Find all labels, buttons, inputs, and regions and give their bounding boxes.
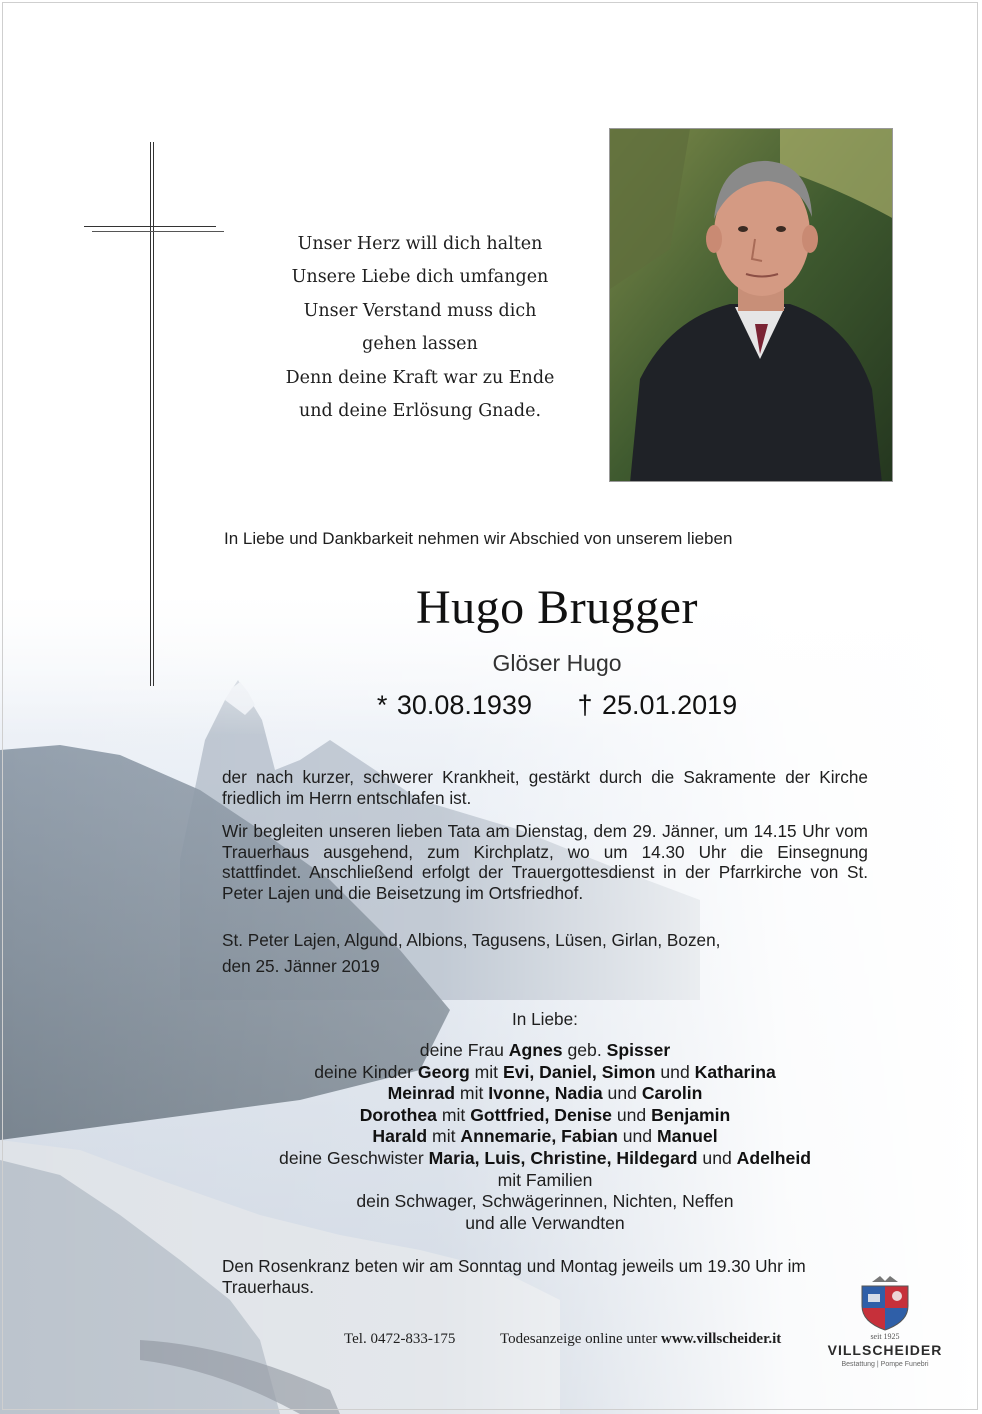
family-line-children	[222, 1062, 868, 1084]
family-text: und	[655, 1061, 695, 1082]
portrait-image	[610, 129, 893, 482]
family-text: und	[602, 1083, 642, 1104]
family-text: und	[617, 1126, 657, 1147]
family-text: deine Frau	[419, 1040, 509, 1060]
cross-horizontal-line	[84, 226, 216, 227]
cross-horizontal-line-2	[92, 231, 224, 232]
death-date: † 25.01.2019	[577, 690, 738, 720]
family-name: Dorothea	[359, 1104, 437, 1125]
rosary-notice: Den Rosenkranz beten wir am Sonntag und Montag jeweils um 19.30 Uhr im Trauerhaus.	[222, 1256, 806, 1297]
family-line-wife	[222, 1040, 868, 1062]
in-liebe-heading: In Liebe:	[512, 1009, 578, 1029]
family-name: Manuel	[656, 1126, 718, 1147]
footer-website-link[interactable]: www.villscheider.it	[660, 1331, 782, 1347]
family-name: Harald	[372, 1126, 428, 1147]
family-name: Gottfried, Denise	[470, 1104, 612, 1125]
funeral-details-paragraph: Wir begleiten unseren lieben Tata am Dienstag, dem 29. Jänner, um 14.15 Uhr vom Trauerhaus ausgehend, zum Kirchplatz, wo um 14.30 Uhr die Einsegnung stattfindet. Anschließend erfolgt der Trauergottesdienst in der Pfarrkirche von St. Peter Lajen und die Beisetzung im Ortsfriedhof.	[222, 821, 868, 903]
family-name: Carolin	[641, 1083, 703, 1104]
family-name: Agnes	[508, 1040, 563, 1060]
family-text: deine Kinder	[314, 1061, 418, 1082]
family-name: Meinrad	[387, 1083, 456, 1104]
deceased-nickname: Glöser Hugo	[492, 650, 622, 676]
family-name: Benjamin	[651, 1104, 731, 1125]
coat-of-arms-icon	[822, 1272, 948, 1332]
date-line: den 25. Jänner 2019	[222, 956, 380, 976]
family-text: mit	[455, 1083, 489, 1104]
family-list	[222, 1040, 868, 1234]
cross-vertical-line-2	[153, 142, 154, 686]
family-text: deine Geschwister	[279, 1147, 429, 1168]
family-name: Annemarie, Fabian	[460, 1126, 618, 1147]
family-name: Adelheid	[736, 1147, 811, 1168]
family-line-dorothea	[222, 1105, 868, 1127]
poem-line: Unser Verstand muss dich	[303, 300, 537, 321]
places-and-date	[222, 927, 868, 979]
poem-line: gehen lassen	[362, 334, 478, 355]
poem-block	[230, 228, 610, 428]
family-line-relatives: und alle Verwandten	[465, 1212, 625, 1233]
places-line: St. Peter Lajen, Algund, Albions, Tagusens, Lüsen, Girlan, Bozen,	[222, 930, 721, 950]
family-name: Spisser	[606, 1040, 671, 1060]
family-name: Ivonne, Nadia	[488, 1083, 603, 1104]
poem-line: Unser Herz will dich halten	[297, 234, 543, 254]
family-name: Katharina	[694, 1061, 776, 1082]
birth-date: * 30.08.1939	[376, 690, 532, 720]
poem-line: Denn deine Kraft war zu Ende	[285, 367, 555, 388]
family-line-meinrad	[222, 1083, 868, 1105]
death-notice-paragraph: der nach kurzer, schwerer Krankheit, gestärkt durch die Sakramente der Kirche friedlich im Herrn entschlafen ist.	[222, 767, 868, 808]
intro-text: In Liebe und Dankbarkeit nehmen wir Abschied von unserem lieben	[224, 529, 733, 548]
family-text: mit	[436, 1104, 471, 1125]
family-line-siblings	[222, 1148, 868, 1170]
logo-subtitle: Bestattung | Pompe Funebri	[841, 1361, 929, 1368]
family-text: geb.	[562, 1040, 607, 1060]
family-name: Georg	[417, 1061, 470, 1082]
portrait-photo	[609, 128, 893, 482]
family-line-harald	[222, 1126, 868, 1148]
family-line-inlaws: dein Schwager, Schwägerinnen, Nichten, Neffen	[356, 1191, 734, 1212]
logo-since: seit 1925	[870, 1332, 900, 1341]
family-text: und	[697, 1147, 737, 1168]
family-text: und	[611, 1104, 652, 1125]
family-text: mit	[427, 1126, 461, 1147]
life-dates	[224, 690, 890, 721]
footer-online-notice	[500, 1331, 781, 1348]
family-line-families: mit Familien	[497, 1169, 593, 1190]
cross-vertical-line	[150, 142, 151, 686]
family-name: Maria, Luis, Christine, Hildegard	[428, 1147, 698, 1168]
footer-online-prefix: Todesanzeige online unter	[500, 1331, 661, 1347]
logo-brand-name: VILLSCHEIDER	[827, 1342, 943, 1358]
family-name: Evi, Daniel, Simon	[502, 1061, 656, 1082]
poem-line: Unsere Liebe dich umfangen	[291, 267, 549, 288]
deceased-name: Hugo Brugger	[416, 581, 698, 634]
poem-line: und deine Erlösung Gnade.	[298, 401, 542, 422]
footer-telephone: Tel. 0472-833-175	[344, 1331, 456, 1347]
family-text: mit	[469, 1061, 503, 1082]
villscheider-logo	[822, 1272, 948, 1392]
